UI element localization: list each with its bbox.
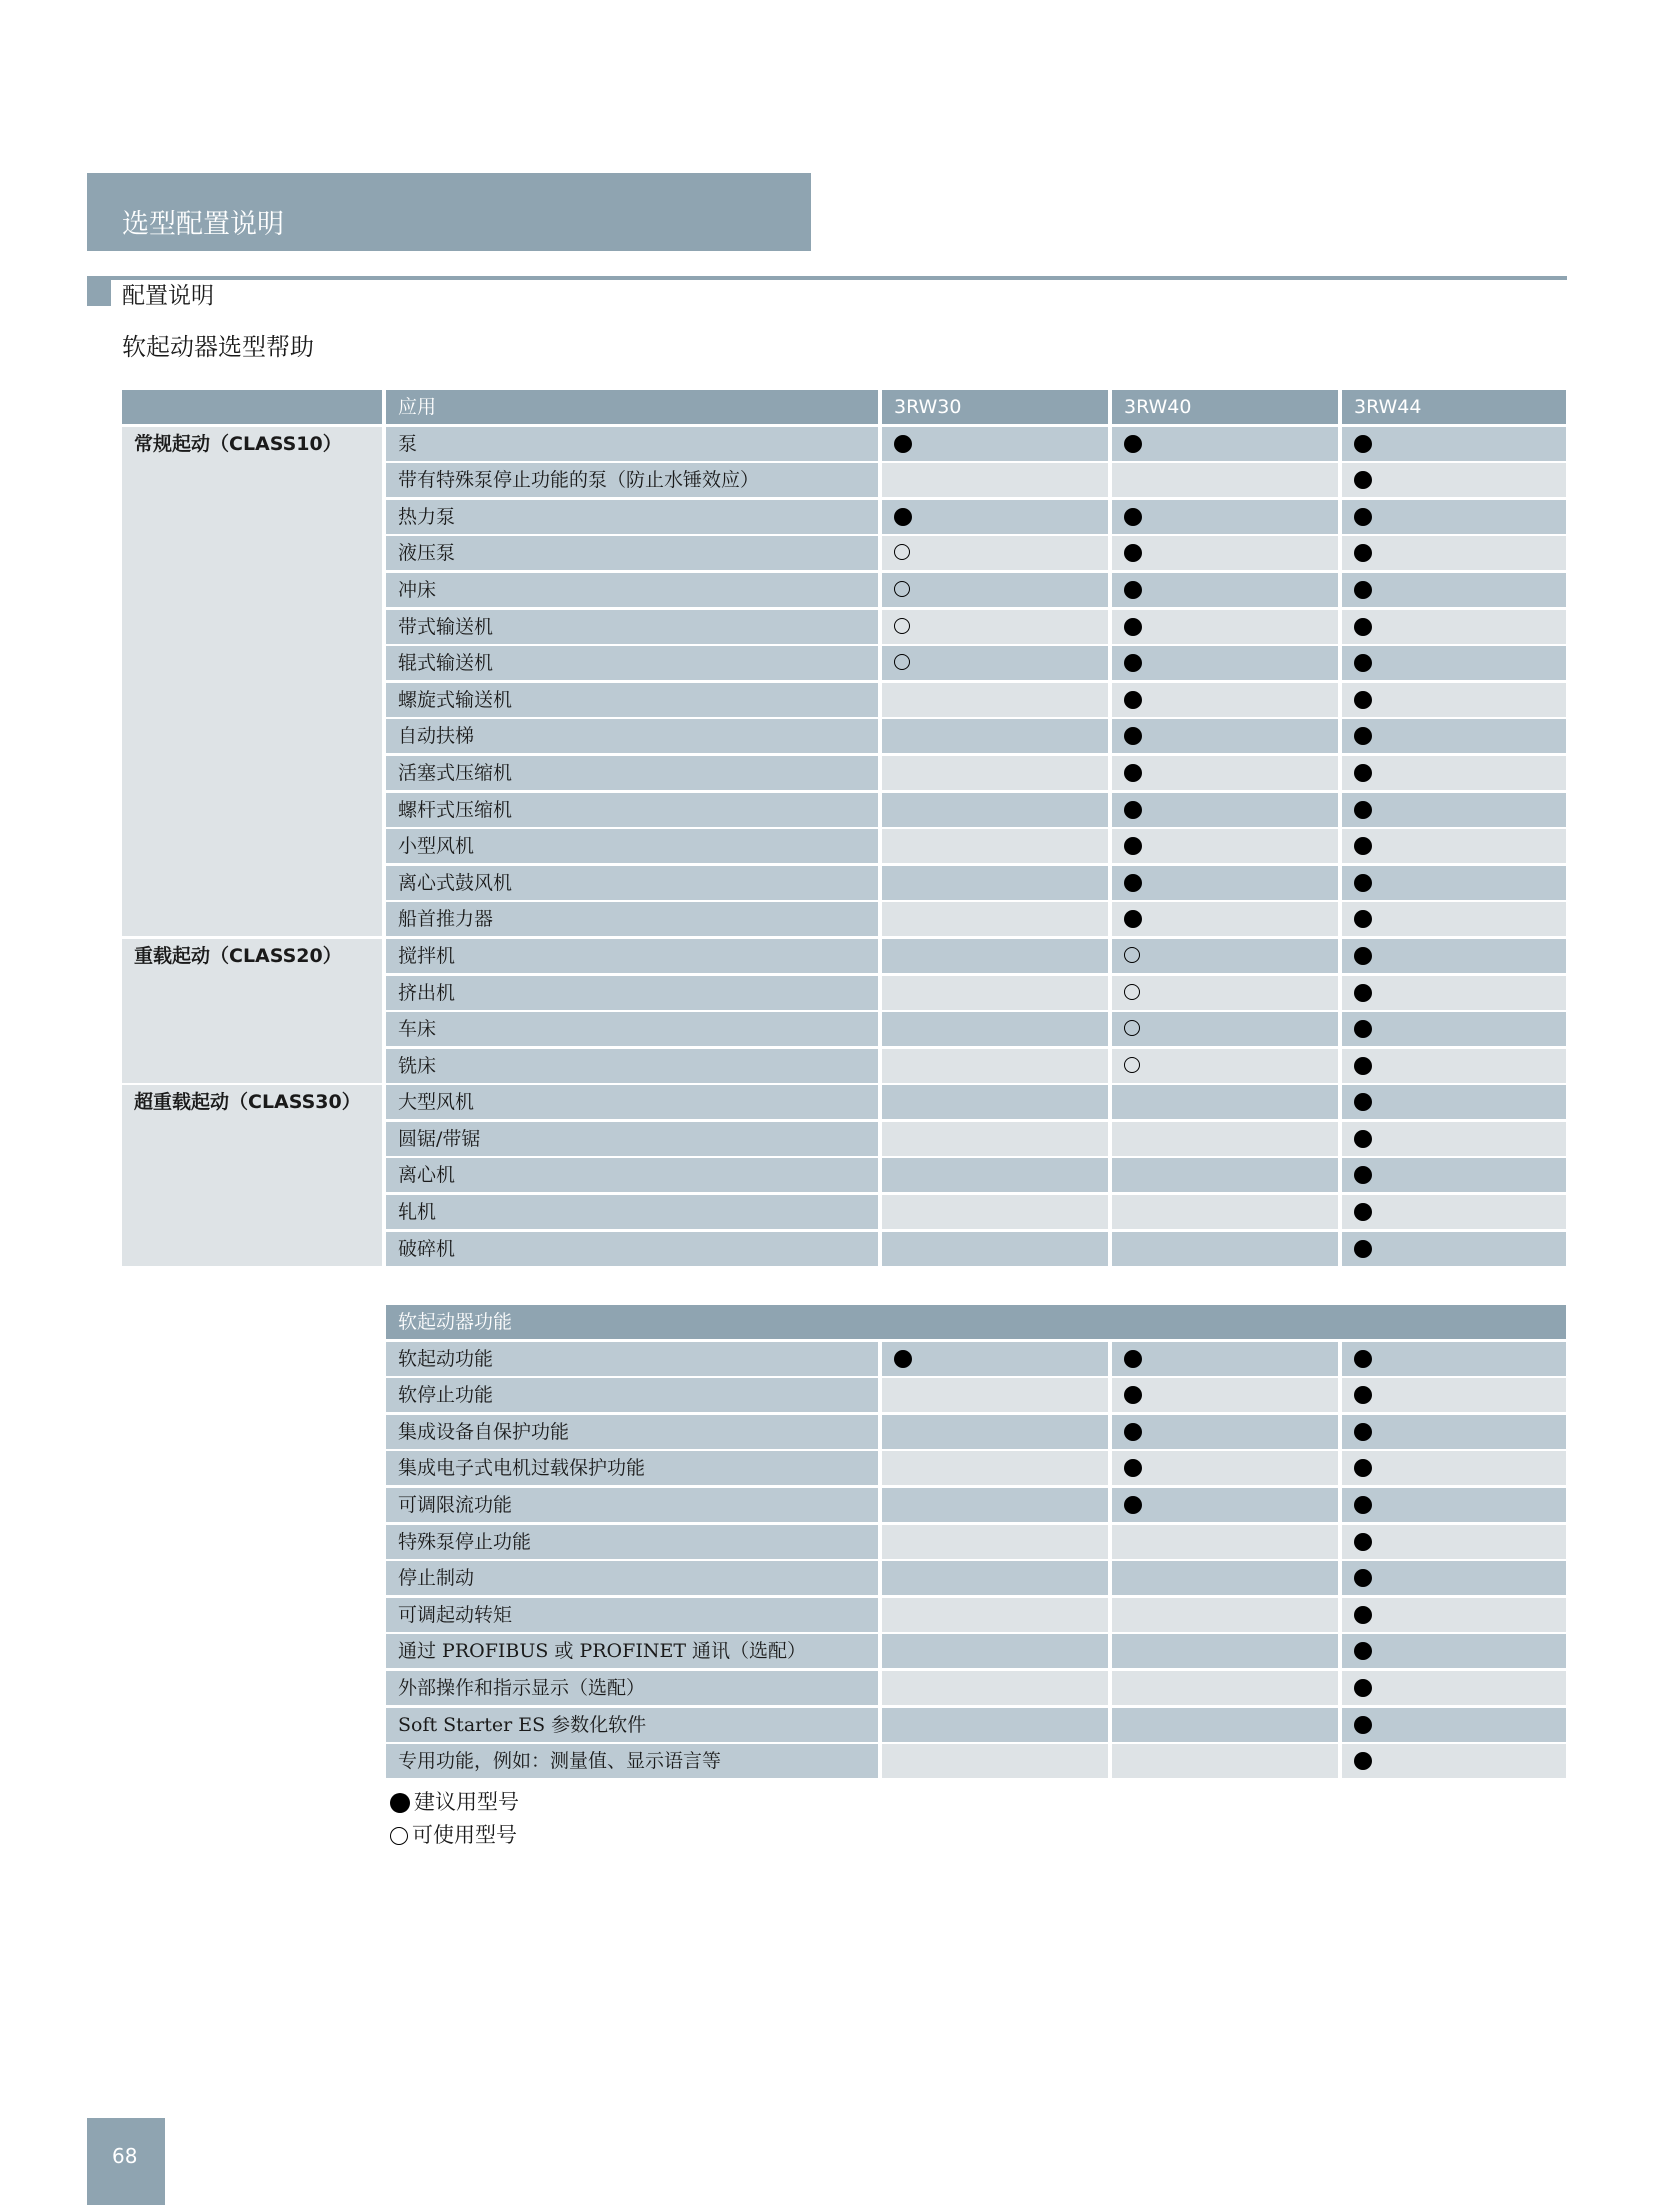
cell-empty	[882, 463, 1108, 497]
table-row	[122, 1744, 1566, 1778]
cell-usable	[1112, 939, 1338, 973]
filled-circle-icon	[1354, 1386, 1372, 1404]
cell-recommended	[1342, 1561, 1566, 1595]
filled-circle-icon	[1124, 1350, 1142, 1368]
cell-usable	[882, 573, 1108, 607]
cell-empty	[882, 1195, 1108, 1229]
filled-circle-icon	[1354, 1240, 1372, 1258]
filled-circle-icon	[1354, 1716, 1372, 1734]
cell-recommended	[1342, 610, 1566, 644]
cell-recommended	[1342, 1634, 1566, 1668]
filled-circle-icon	[1354, 1166, 1372, 1184]
row-label: 离心机	[386, 1158, 878, 1192]
column-header: 应用	[386, 390, 878, 424]
cell-recommended	[1342, 1342, 1566, 1376]
table-row	[122, 1451, 1566, 1485]
table-row	[122, 1525, 1566, 1559]
filled-circle-icon	[1354, 947, 1372, 965]
filled-circle-icon	[1354, 1423, 1372, 1441]
cell-empty	[882, 1122, 1108, 1156]
cell-usable	[882, 646, 1108, 680]
cell-empty	[882, 683, 1108, 717]
row-label: 特殊泵停止功能	[386, 1525, 878, 1559]
filled-circle-icon	[1354, 1533, 1372, 1551]
cell-empty	[882, 1085, 1108, 1119]
cell-empty	[1112, 1708, 1338, 1742]
column-header: 3RW44	[1342, 390, 1566, 424]
cell-usable	[1112, 976, 1338, 1010]
empty-circle-icon	[1124, 984, 1140, 1000]
cell-recommended	[1342, 1708, 1566, 1742]
filled-circle-icon	[1124, 910, 1142, 928]
cell-empty	[882, 1598, 1108, 1632]
filled-circle-icon	[1354, 654, 1372, 672]
cell-recommended	[1342, 683, 1566, 717]
cell-empty	[882, 1451, 1108, 1485]
row-label: 大型风机	[386, 1085, 878, 1119]
empty-circle-icon	[390, 1827, 408, 1845]
cell-empty	[882, 756, 1108, 790]
empty-circle-icon	[894, 654, 910, 670]
row-label: 软停止功能	[386, 1378, 878, 1412]
cell-empty	[882, 1415, 1108, 1449]
cell-empty	[882, 1158, 1108, 1192]
cell-recommended	[1342, 1488, 1566, 1522]
table-row	[122, 1634, 1566, 1668]
filled-circle-icon	[1354, 1679, 1372, 1697]
cell-recommended	[1342, 1085, 1566, 1119]
cell-recommended	[1342, 1378, 1566, 1412]
row-label: 外部操作和指示显示（选配）	[386, 1671, 878, 1705]
legend-recommended	[390, 1792, 519, 1813]
row-label: 液压泵	[386, 536, 878, 570]
table-row	[122, 1415, 1566, 1449]
filled-circle-icon	[1354, 581, 1372, 599]
filled-circle-icon	[894, 435, 912, 453]
row-label: 破碎机	[386, 1232, 878, 1266]
cell-recommended	[1342, 1158, 1566, 1192]
table-row	[122, 1488, 1566, 1522]
cell-recommended	[1112, 793, 1338, 827]
cell-recommended	[1342, 866, 1566, 900]
cell-recommended	[1342, 902, 1566, 936]
cell-recommended	[882, 427, 1108, 461]
cell-recommended	[1342, 1451, 1566, 1485]
filled-circle-icon	[1354, 1752, 1372, 1770]
cell-empty	[1112, 1561, 1338, 1595]
cell-recommended	[882, 1342, 1108, 1376]
cell-empty	[1112, 1085, 1338, 1119]
cell-empty	[882, 1561, 1108, 1595]
cell-empty	[882, 719, 1108, 753]
table-row	[122, 1671, 1566, 1705]
group-label: 常规起动（CLASS10）	[134, 432, 342, 455]
table-header	[122, 390, 1566, 424]
cell-empty	[1112, 1634, 1338, 1668]
filled-circle-icon	[1124, 1423, 1142, 1441]
cell-recommended	[882, 500, 1108, 534]
row-label: 通过 PROFIBUS 或 PROFINET 通讯（选配）	[386, 1634, 878, 1668]
empty-circle-icon	[894, 581, 910, 597]
cell-recommended	[1342, 1012, 1566, 1046]
row-label: 带有特殊泵停止功能的泵（防止水锤效应）	[386, 463, 878, 497]
legend-usable	[390, 1825, 517, 1846]
sub-title: 软起动器选型帮助	[122, 333, 314, 361]
cell-recommended	[1342, 1049, 1566, 1083]
cell-empty	[882, 1634, 1108, 1668]
cell-empty	[882, 1488, 1108, 1522]
row-label: 集成设备自保护功能	[386, 1415, 878, 1449]
table-row	[122, 1378, 1566, 1412]
filled-circle-icon	[1354, 471, 1372, 489]
group-label: 重载起动（CLASS20）	[134, 945, 342, 967]
row-label: 软起动功能	[386, 1342, 878, 1376]
row-label: 铣床	[386, 1049, 878, 1083]
cell-recommended	[1342, 756, 1566, 790]
filled-circle-icon	[1354, 837, 1372, 855]
table-row	[122, 1598, 1566, 1632]
filled-circle-icon	[894, 1350, 912, 1368]
row-label: 可调限流功能	[386, 1488, 878, 1522]
row-label: 搅拌机	[386, 939, 878, 973]
row-label: 车床	[386, 1012, 878, 1046]
filled-circle-icon	[1354, 1130, 1372, 1148]
column-header: 3RW40	[1112, 390, 1338, 424]
filled-circle-icon	[1124, 691, 1142, 709]
filled-circle-icon	[1124, 544, 1142, 562]
filled-circle-icon	[1354, 984, 1372, 1002]
cell-empty	[1112, 1525, 1338, 1559]
cell-empty	[1112, 1232, 1338, 1266]
section-title: 配置说明	[122, 283, 214, 309]
row-label: 螺杆式压缩机	[386, 793, 878, 827]
cell-empty	[1112, 1598, 1338, 1632]
row-label: 辊式输送机	[386, 646, 878, 680]
cell-recommended	[1342, 536, 1566, 570]
cell-empty	[1112, 1671, 1338, 1705]
cell-empty	[882, 866, 1108, 900]
cell-usable	[882, 536, 1108, 570]
cell-recommended	[1112, 573, 1338, 607]
banner-title: 选型配置说明	[122, 209, 284, 240]
page-number-box	[87, 2118, 165, 2205]
group-label: 超重载起动（CLASS30）	[134, 1091, 361, 1114]
cell-recommended	[1342, 1525, 1566, 1559]
row-label: 集成电子式电机过载保护功能	[386, 1451, 878, 1485]
group-cell	[122, 427, 382, 937]
group-cell	[122, 939, 382, 1083]
filled-circle-icon	[1354, 1020, 1372, 1038]
cell-empty	[882, 1378, 1108, 1412]
cell-recommended	[1342, 829, 1566, 863]
filled-circle-icon	[1354, 691, 1372, 709]
cell-recommended	[1342, 646, 1566, 680]
cell-recommended	[1112, 536, 1338, 570]
cell-recommended	[1112, 902, 1338, 936]
filled-circle-icon	[1354, 435, 1372, 453]
cell-empty	[882, 1049, 1108, 1083]
cell-recommended	[1112, 427, 1338, 461]
cell-empty	[882, 1525, 1108, 1559]
row-label: 活塞式压缩机	[386, 756, 878, 790]
cell-recommended	[1342, 1415, 1566, 1449]
header-blank	[122, 390, 382, 424]
cell-empty	[882, 1671, 1108, 1705]
filled-circle-icon	[1354, 1642, 1372, 1660]
cell-recommended	[1342, 793, 1566, 827]
legend-usable-label: 可使用型号	[412, 1823, 517, 1847]
cell-recommended	[1342, 939, 1566, 973]
cell-recommended	[1342, 427, 1566, 461]
cell-empty	[1112, 1195, 1338, 1229]
page-number: 68	[112, 2144, 138, 2168]
filled-circle-icon	[1124, 801, 1142, 819]
cell-recommended	[1112, 683, 1338, 717]
row-label: 停止制动	[386, 1561, 878, 1595]
filled-circle-icon	[1354, 1569, 1372, 1587]
cell-recommended	[1342, 1195, 1566, 1229]
cell-recommended	[1112, 500, 1338, 534]
filled-circle-icon	[1354, 1093, 1372, 1111]
row-label: 小型风机	[386, 829, 878, 863]
row-label: 热力泵	[386, 500, 878, 534]
filled-circle-icon	[894, 508, 912, 526]
cell-recommended	[1112, 646, 1338, 680]
cell-recommended	[1342, 573, 1566, 607]
column-header: 3RW30	[882, 390, 1108, 424]
filled-circle-icon	[1354, 1203, 1372, 1221]
row-label: 挤出机	[386, 976, 878, 1010]
cell-recommended	[1112, 1488, 1338, 1522]
selection-table	[122, 390, 1566, 1266]
cell-empty	[882, 939, 1108, 973]
filled-circle-icon	[1354, 727, 1372, 745]
empty-circle-icon	[1124, 947, 1140, 963]
cell-recommended	[1112, 1378, 1338, 1412]
filled-circle-icon	[1124, 1459, 1142, 1477]
cell-recommended	[1112, 1342, 1338, 1376]
filled-circle-icon	[1354, 764, 1372, 782]
cell-recommended	[1342, 1122, 1566, 1156]
cell-empty	[1112, 463, 1338, 497]
filled-circle-icon	[1124, 581, 1142, 599]
filled-circle-icon	[1354, 874, 1372, 892]
group-cell	[122, 1085, 382, 1265]
empty-circle-icon	[1124, 1057, 1140, 1073]
filled-circle-icon	[1354, 801, 1372, 819]
cell-recommended	[1342, 1232, 1566, 1266]
row-label: 冲床	[386, 573, 878, 607]
cell-usable	[882, 610, 1108, 644]
row-label: 泵	[386, 427, 878, 461]
legend-recommended-label: 建议用型号	[414, 1790, 519, 1814]
page-banner	[87, 173, 811, 251]
filled-circle-icon	[1124, 727, 1142, 745]
filled-circle-icon	[1124, 874, 1142, 892]
cell-empty	[882, 829, 1108, 863]
row-label: 船首推力器	[386, 902, 878, 936]
filled-circle-icon	[1354, 1057, 1372, 1075]
cell-recommended	[1112, 1451, 1338, 1485]
filled-circle-icon	[1354, 508, 1372, 526]
cell-empty	[882, 902, 1108, 936]
cell-usable	[1112, 1012, 1338, 1046]
cell-empty	[1112, 1122, 1338, 1156]
filled-circle-icon	[390, 1793, 410, 1813]
cell-recommended	[1112, 756, 1338, 790]
cell-empty	[1112, 1744, 1338, 1778]
row-label: 离心式鼓风机	[386, 866, 878, 900]
filled-circle-icon	[1354, 618, 1372, 636]
function-table-title: 软起动器功能	[386, 1305, 1566, 1339]
filled-circle-icon	[1124, 435, 1142, 453]
empty-circle-icon	[894, 544, 910, 560]
filled-circle-icon	[1124, 1386, 1142, 1404]
row-label: 专用功能，例如：测量值、显示语言等	[386, 1744, 878, 1778]
filled-circle-icon	[1124, 654, 1142, 672]
table-row	[122, 1708, 1566, 1742]
row-label: 带式输送机	[386, 610, 878, 644]
row-label: 圆锯/带锯	[386, 1122, 878, 1156]
cell-empty	[1112, 1158, 1338, 1192]
empty-circle-icon	[1124, 1020, 1140, 1036]
cell-recommended	[1342, 976, 1566, 1010]
cell-recommended	[1342, 463, 1566, 497]
cell-empty	[882, 1012, 1108, 1046]
cell-recommended	[1112, 866, 1338, 900]
cell-recommended	[1112, 1415, 1338, 1449]
filled-circle-icon	[1354, 1496, 1372, 1514]
cell-recommended	[1112, 610, 1338, 644]
filled-circle-icon	[1354, 1606, 1372, 1624]
section-marker	[87, 280, 111, 306]
filled-circle-icon	[1354, 1350, 1372, 1368]
row-label: 可调起动转矩	[386, 1598, 878, 1632]
header-rule	[87, 276, 1567, 280]
row-label: 螺旋式输送机	[386, 683, 878, 717]
cell-recommended	[1342, 1671, 1566, 1705]
cell-recommended	[1112, 829, 1338, 863]
cell-usable	[1112, 1049, 1338, 1083]
cell-empty	[882, 1744, 1108, 1778]
filled-circle-icon	[1354, 1459, 1372, 1477]
filled-circle-icon	[1124, 764, 1142, 782]
empty-circle-icon	[894, 618, 910, 634]
cell-recommended	[1112, 719, 1338, 753]
filled-circle-icon	[1354, 544, 1372, 562]
filled-circle-icon	[1354, 910, 1372, 928]
row-label: 轧机	[386, 1195, 878, 1229]
filled-circle-icon	[1124, 508, 1142, 526]
filled-circle-icon	[1124, 837, 1142, 855]
cell-empty	[882, 1232, 1108, 1266]
cell-recommended	[1342, 1744, 1566, 1778]
table-row	[122, 1342, 1566, 1376]
table-row	[122, 1561, 1566, 1595]
function-table	[122, 1305, 1566, 1778]
cell-empty	[882, 1708, 1108, 1742]
cell-recommended	[1342, 500, 1566, 534]
row-label: Soft Starter ES 参数化软件	[386, 1708, 878, 1742]
cell-empty	[882, 976, 1108, 1010]
cell-recommended	[1342, 1598, 1566, 1632]
cell-recommended	[1342, 719, 1566, 753]
table-header	[122, 1305, 1566, 1339]
row-label: 自动扶梯	[386, 719, 878, 753]
cell-empty	[882, 793, 1108, 827]
filled-circle-icon	[1124, 1496, 1142, 1514]
filled-circle-icon	[1124, 618, 1142, 636]
